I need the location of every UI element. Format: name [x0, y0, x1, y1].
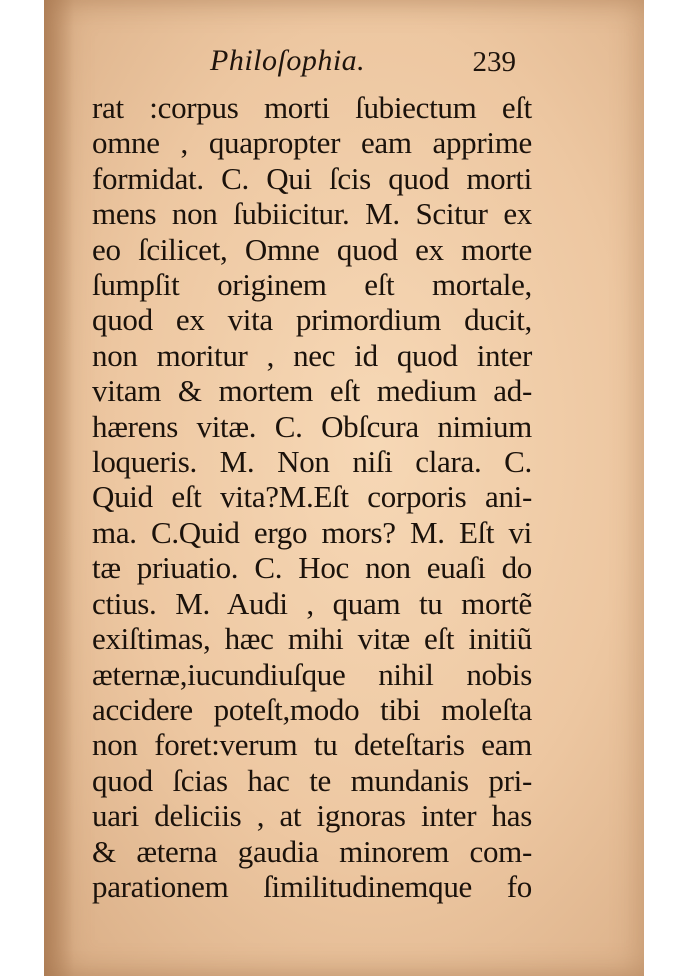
text-line: loqueris. M. Non niſi clara. C. [92, 444, 532, 480]
text-line: Quid eſt vita?M.Eſt corporis ani- [92, 479, 532, 515]
text-line: parationem ſimilitudinemque fo [92, 868, 532, 904]
text-line: vitam & mortem eſt medium ad- [92, 373, 532, 409]
text-line: rat :corpus morti ſubiectum eſt [92, 90, 532, 125]
text-line: æternæ,iucundiuſque nihil nobis [92, 656, 532, 692]
text-line: hærens vitæ. C. Obſcura nimium [92, 408, 532, 444]
text-line: tæ priuatio. C. Hoc non euaſi do [92, 550, 532, 586]
text-line: ctius. M. Audi , quam tu mortẽ [92, 585, 532, 621]
text-line: ſumpſit originem eſt mortale, [92, 267, 532, 303]
page-number: 239 [472, 46, 516, 78]
text-line: uari deliciis , at ignoras inter has [92, 798, 532, 834]
text-line: non foret:verum tu deteſtaris eam [92, 727, 532, 763]
text-line: accidere poteſt,modo tibi moleſta [92, 691, 532, 727]
text-line: quod ſcias hac te mundanis pri- [92, 762, 532, 798]
text-line: formidat. C. Qui ſcis quod morti [92, 160, 532, 196]
text-line: non moritur , nec id quod inter [92, 337, 532, 373]
text-line: exiſtimas, hæc mihi vitæ eſt initiũ [92, 621, 532, 657]
running-title: Philoſophia. [210, 44, 366, 77]
binding-gutter [44, 0, 74, 976]
text-line: quod ex vita primordium ducit, [92, 302, 532, 338]
text-line: eo ſcilicet, Omne quod ex morte [92, 231, 532, 267]
text-line: ma. C.Quid ergo mors? M. Eſt vi [92, 514, 532, 550]
text-line: mens non ſubiicitur. M. Scitur ex [92, 196, 532, 232]
page-header [210, 44, 530, 84]
body-text [92, 90, 532, 904]
text-line: omne , quapropter eam apprime [92, 125, 532, 161]
text-line: & æterna gaudia minorem com- [92, 833, 532, 869]
